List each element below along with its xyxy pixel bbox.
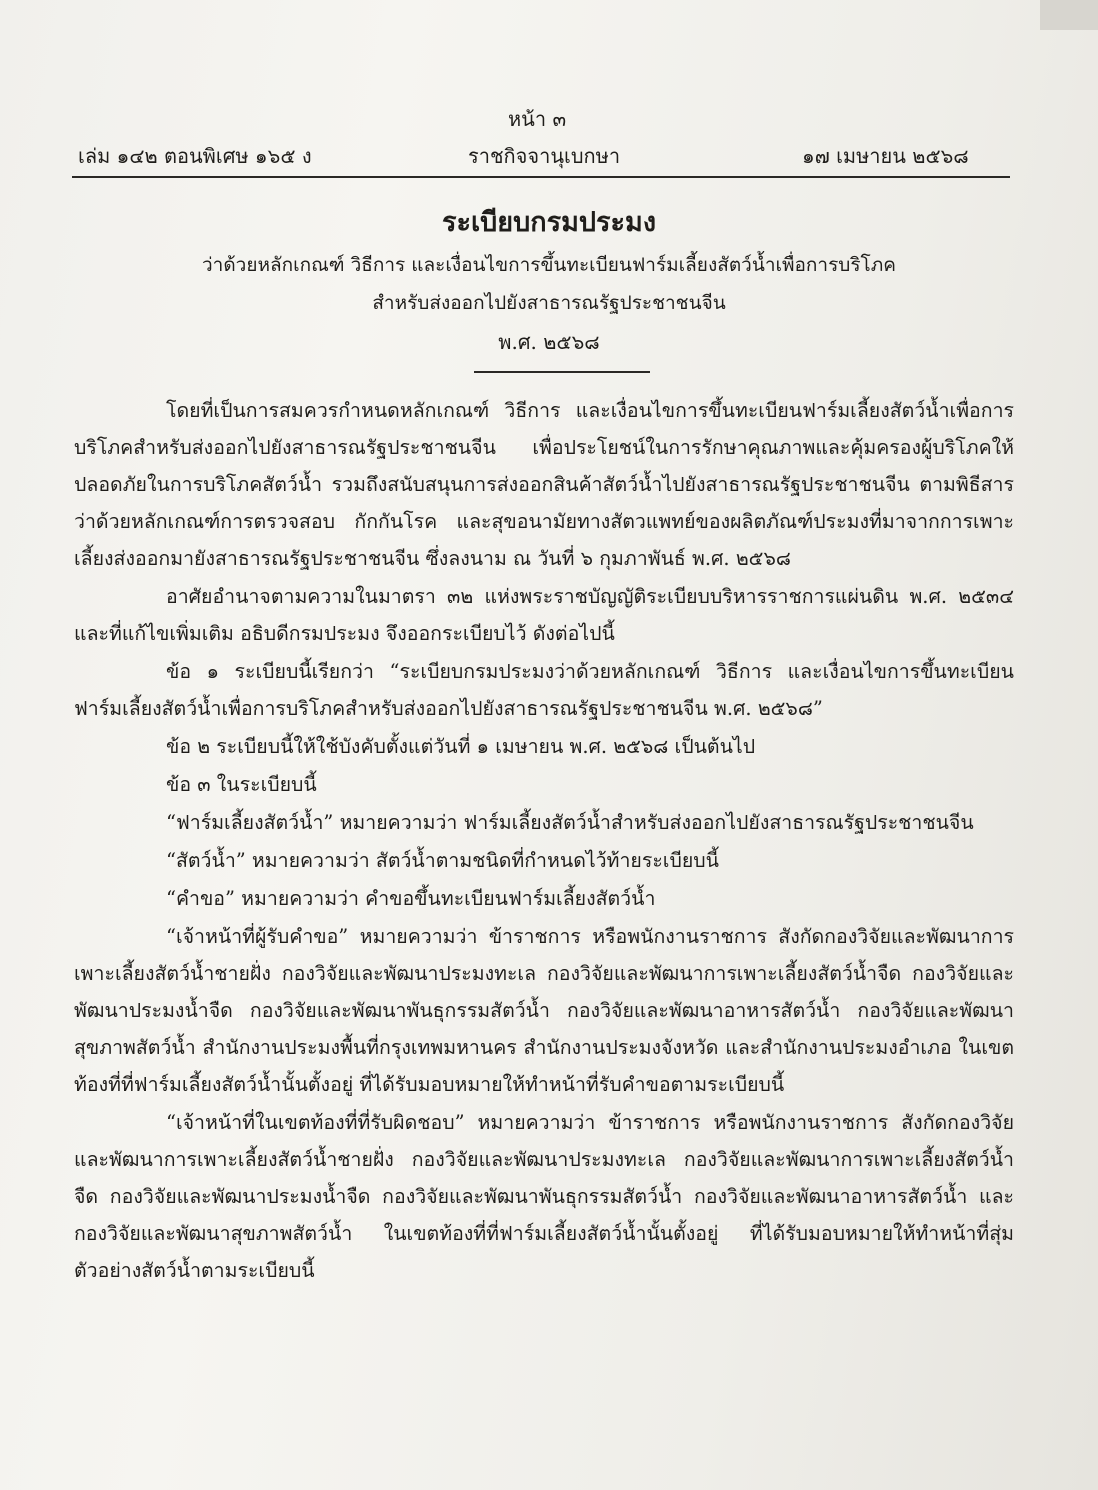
document-subtitle-1: ว่าด้วยหลักเกณฑ์ วิธีการ และเงื่อนไขการขึ้นทะเบียนฟาร์มเลี้ยงสัตว์น้ำเพื่อการบริโภค bbox=[201, 254, 896, 276]
clause-2: ข้อ ๒ ระเบียบนี้ให้ใช้บังคับตั้งแต่วันที่ ๑ เมษายน พ.ศ. ๒๕๖๘ เป็นต้นไป bbox=[166, 735, 756, 758]
definition-aquatic-animal: “สัตว์น้ำ” หมายความว่า สัตว์น้ำตามชนิดที่กำหนดไว้ท้ายระเบียบนี้ bbox=[166, 849, 719, 872]
document-subtitle-2: สำหรับส่งออกไปยังสาธารณรัฐประชาชนจีน bbox=[372, 292, 726, 314]
page-corner-shadow bbox=[1040, 0, 1098, 30]
gazette-name: ราชกิจจานุเบกษา bbox=[468, 144, 621, 168]
clause-3: ข้อ ๓ ในระเบียบนี้ bbox=[166, 773, 317, 796]
volume-issue: เล่ม ๑๔๒ ตอนพิเศษ ๑๖๕ ง bbox=[78, 144, 312, 168]
document-title: ระเบียบกรมประมง bbox=[441, 207, 657, 238]
definition-area-officer: “เจ้าหน้าที่ในเขตท้องที่ที่รับผิดชอบ” หมายความว่า ข้าราชการ หรือพนักงานราชการ สังกัดกองวิจัยและพัฒนาการเพาะเลี้ยงสัตว์น้ำชายฝั่ง กองวิจัยและพัฒนาประมงทะเล กองวิจัยและพัฒนาการเพาะเลี้ยงสัตว์น้ำจืด กองวิจัยและพัฒนาประมงน้ำจืด กองวิจัยและพัฒนาพันธุกรรมสัตว์น้ำ กองวิจัยและพัฒนาอาหารสัตว์น้ำ และกองวิจัยและพัฒนาสุขภาพสัตว์น้ำ ในเขตท้องที่ที่ฟาร์มเลี้ยงสัตว์น้ำนั้นตั้งอยู่ ที่ได้รับมอบหมายให้ทำหน้าที่สุ่มตัวอย่างสัตว์น้ำตามระเบียบนี้ bbox=[74, 1111, 1014, 1282]
document-body bbox=[74, 392, 1014, 1290]
clause-1: ข้อ ๑ ระเบียบนี้เรียกว่า “ระเบียบกรมประมงว่าด้วยหลักเกณฑ์ วิธีการ และเงื่อนไขการขึ้นทะเบียนฟาร์มเลี้ยงสัตว์น้ำเพื่อการบริโภคสำหรับส่งออกไปยังสาธารณรัฐประชาชนจีน พ.ศ. ๒๕๖๘” bbox=[74, 660, 1014, 720]
page-number: หน้า ๓ bbox=[508, 107, 567, 131]
definition-farm: “ฟาร์มเลี้ยงสัตว์น้ำ” หมายความว่า ฟาร์มเลี้ยงสัตว์น้ำสำหรับส่งออกไปยังสาธารณรัฐประชาชนจีน bbox=[166, 811, 974, 834]
definition-receiving-officer: “เจ้าหน้าที่ผู้รับคำขอ” หมายความว่า ข้าราชการ หรือพนักงานราชการ สังกัดกองวิจัยและพัฒนาการเพาะเลี้ยงสัตว์น้ำชายฝั่ง กองวิจัยและพัฒนาประมงทะเล กองวิจัยและพัฒนาการเพาะเลี้ยงสัตว์น้ำจืด กองวิจัยและพัฒนาประมงน้ำจืด กองวิจัยและพัฒนาพันธุกรรมสัตว์น้ำ กองวิจัยและพัฒนาอาหารสัตว์น้ำ กองวิจัยและพัฒนาสุขภาพสัตว์น้ำ สำนักงานประมงพื้นที่กรุงเทพมหานคร สำนักงานประมงจังหวัด และสำนักงานประมงอำเภอ ในเขตท้องที่ที่ฟาร์มเลี้ยงสัตว์น้ำนั้นตั้งอยู่ ที่ได้รับมอบหมายให้ทำหน้าที่รับคำขอตามระเบียบนี้ bbox=[74, 925, 1014, 1096]
authority-paragraph: อาศัยอำนาจตามความในมาตรา ๓๒ แห่งพระราชบัญญัติระเบียบบริหารราชการแผ่นดิน พ.ศ. ๒๕๓๔ และที่แก้ไขเพิ่มเติม อธิบดีกรมประมง จึงออกระเบียบไว้ ดังต่อไปนี้ bbox=[74, 585, 1014, 645]
definition-application: “คำขอ” หมายความว่า คำขอขึ้นทะเบียนฟาร์มเลี้ยงสัตว์น้ำ bbox=[166, 887, 656, 910]
title-rule bbox=[474, 371, 650, 373]
document-year: พ.ศ. ๒๕๖๘ bbox=[498, 330, 600, 354]
header-rule bbox=[72, 176, 1010, 178]
preamble-paragraph: โดยที่เป็นการสมควรกำหนดหลักเกณฑ์ วิธีการ และเงื่อนไขการขึ้นทะเบียนฟาร์มเลี้ยงสัตว์น้ำเพื่อการบริโภคสำหรับส่งออกไปยังสาธารณรัฐประชาชนจีน เพื่อประโยชน์ในการรักษาคุณภาพและคุ้มครองผู้บริโภคให้ปลอดภัยในการบริโภคสัตว์น้ำ รวมถึงสนับสนุนการส่งออกสินค้าสัตว์น้ำไปยังสาธารณรัฐประชาชนจีน ตามพิธีสารว่าด้วยหลักเกณฑ์การตรวจสอบ กักกันโรค และสุขอนามัยทางสัตวแพทย์ของผลิตภัณฑ์ประมงที่มาจากการเพาะเลี้ยงส่งออกมายังสาธารณรัฐประชาชนจีน ซึ่งลงนาม ณ วันที่ ๖ กุมภาพันธ์ พ.ศ. ๒๕๖๘ bbox=[74, 399, 1014, 570]
publication-date: ๑๗ เมษายน ๒๕๖๘ bbox=[802, 144, 969, 168]
